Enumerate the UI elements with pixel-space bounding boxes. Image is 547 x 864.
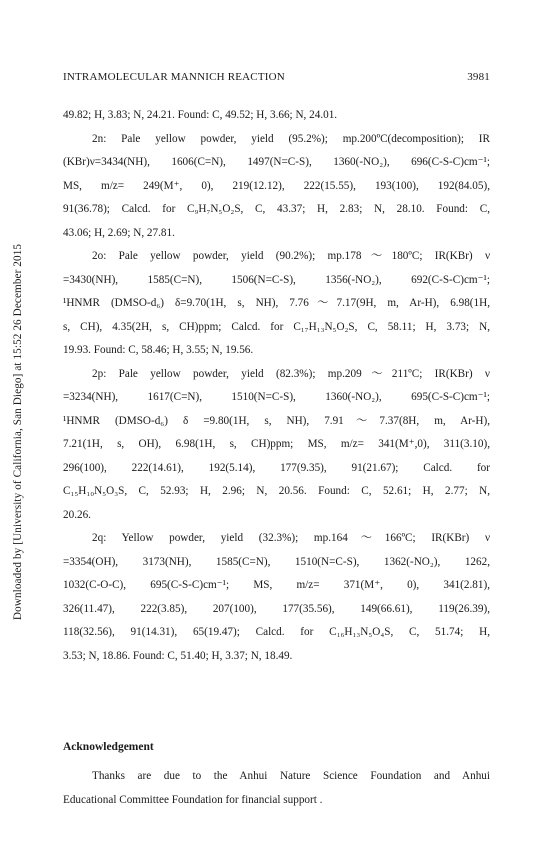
- text-line: (KBr)ν=3434(NH), 1606(C=N), 1497(N=C-S), 1360(-NO₂), 696(C-S-C)cm⁻¹;: [63, 156, 490, 168]
- text-line: Educational Committee Foundation for financial support .: [63, 793, 323, 806]
- text-line: s, CH), 4.35(2H, s, CH)ppm; Calcd. for C₁₇H₁₃N₅O₂S, C, 58.11; H, 3.73; N,: [63, 320, 490, 333]
- text-line: 1032(C-O-C), 695(C-S-C)cm⁻¹; MS, m/z= 371(M⁺, 0), 341(2.81),: [63, 579, 490, 591]
- text-line: 19.93. Found: C, 58.46; H, 3.55; N, 19.56.: [63, 344, 254, 356]
- text-line: 3.53; N, 18.86. Found: C, 51.40; H, 3.37; N, 18.49.: [63, 649, 293, 662]
- text-line: MS, m/z= 249(M⁺, 0), 219(12.12), 222(15.55), 193(100), 192(84.05),: [63, 179, 490, 192]
- text-line: =3234(NH), 1617(C=N), 1510(N=C-S), 1360(-NO₂), 695(C-S-C)cm⁻¹;: [63, 391, 490, 403]
- text-line: 118(32.56), 91(14.31), 65(19.47); Calcd. for C₁₆H₁₃N₅O₄S, C, 51.74; H,: [63, 626, 490, 638]
- page-number: 3981: [467, 71, 490, 83]
- acknowledgement-heading: Acknowledgement: [63, 741, 154, 753]
- download-watermark: Downloaded by [University of California, San Diego] at 15:52 26 December 2015: [12, 243, 24, 621]
- text-line: 20.26.: [63, 508, 91, 521]
- experimental-data-body: [63, 104, 490, 668]
- running-title: INTRAMOLECULAR MANNICH REACTION: [63, 71, 285, 83]
- running-header: [63, 71, 490, 83]
- text-line: 49.82; H, 3.83; N, 24.21. Found: C, 49.52; H, 3.66; N, 24.01.: [63, 109, 338, 121]
- text-line: ¹HNMR (DMSO-d₆) δ =9.80(1H, s, NH), 7.91～7.37(8H, m, Ar-H),: [63, 414, 490, 427]
- text-line: 326(11.47), 222(3.85), 207(100), 177(35.56), 149(66.61), 119(26.39),: [63, 602, 490, 615]
- text-line: 2p: Pale yellow powder, yield (82.3%); mp.209～211ºC; IR(KBr) ν: [92, 367, 490, 380]
- text-line: 2o: Pale yellow powder, yield (90.2%); mp.178～180ºC; IR(KBr) ν: [92, 250, 490, 262]
- text-line: ¹HNMR (DMSO-d₆) δ=9.70(1H, s, NH), 7.76～7.17(9H, m, Ar-H), 6.98(1H,: [63, 297, 490, 309]
- acknowledgement-text: [63, 765, 490, 812]
- text-line: 2n: Pale yellow powder, yield (95.2%); mp.200ºC(decomposition); IR: [92, 132, 490, 145]
- text-line: C₁₅H₁₀N₅O₃S, C, 52.93; H, 2.96; N, 20.56. Found: C, 52.61; H, 2.77; N,: [63, 485, 490, 497]
- text-line: 296(100), 222(14.61), 192(5.14), 177(9.35), 91(21.67); Calcd. for: [63, 461, 490, 474]
- text-line: 91(36.78); Calcd. for C₉H₇N₅O₂S, C, 43.37; H, 2.83; N, 28.10. Found: C,: [63, 203, 490, 215]
- text-line: =3430(NH), 1585(C=N), 1506(N=C-S), 1356(-NO₂), 692(C-S-C)cm⁻¹;: [63, 273, 490, 286]
- text-line: Thanks are due to the Anhui Nature Science Foundation and Anhui: [92, 770, 490, 782]
- text-line: =3354(OH), 3173(NH), 1585(C=N), 1510(N=C-S), 1362(-NO₂), 1262,: [63, 555, 490, 568]
- text-line: 2q: Yellow powder, yield (32.3%); mp.164～166ºC; IR(KBr) ν: [92, 532, 490, 544]
- text-line: 7.21(1H, s, OH), 6.98(1H, s, CH)ppm; MS, m/z= 341(M⁺,0), 311(3.10),: [63, 438, 490, 450]
- text-line: 43.06; H, 2.69; N, 27.81.: [63, 226, 175, 239]
